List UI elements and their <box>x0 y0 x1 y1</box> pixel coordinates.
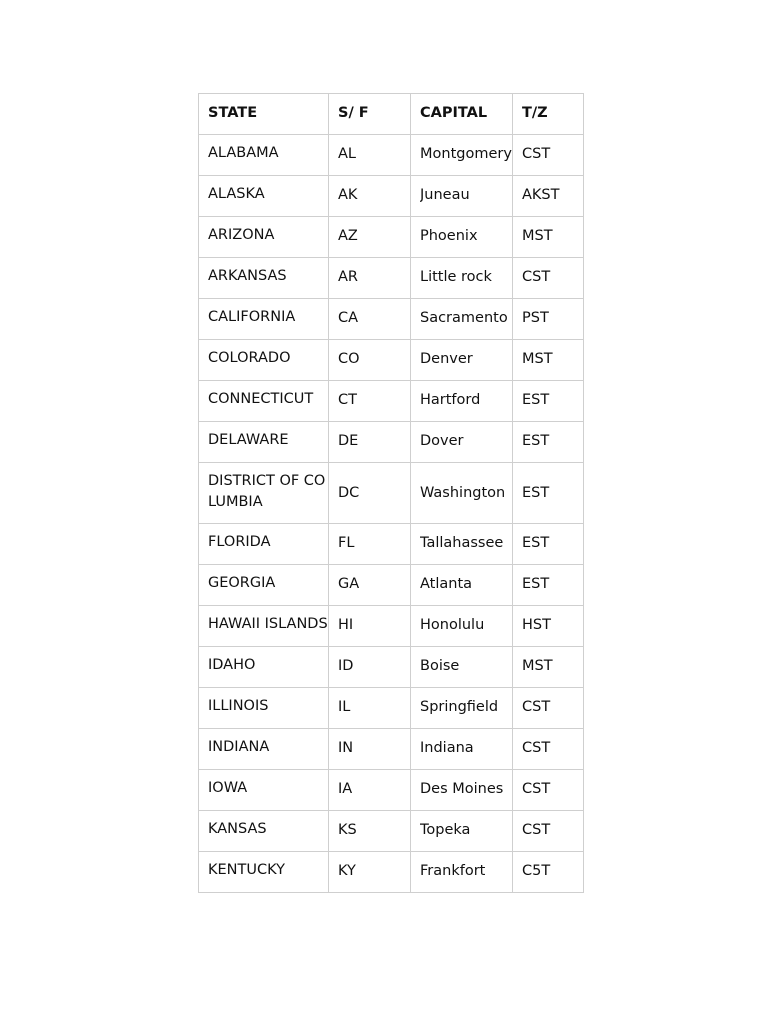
cell-capital-text: Boise <box>420 658 460 674</box>
cell-abbreviation <box>329 176 411 217</box>
cell-abbreviation <box>329 647 411 688</box>
cell-capital-text: Des Moines <box>420 781 504 797</box>
cell-state-text: IDAHO <box>208 657 256 673</box>
cell-abbreviation-text: CA <box>338 310 359 326</box>
cell-state-text: COLORADO <box>208 350 291 366</box>
table-row <box>199 565 584 606</box>
cell-abbreviation <box>329 299 411 340</box>
cell-state <box>199 176 329 217</box>
table-body <box>199 135 584 893</box>
cell-time-zone-text: MST <box>522 658 553 674</box>
cell-state-text: DELAWARE <box>208 432 289 448</box>
cell-time-zone-text: AKST <box>522 187 560 203</box>
cell-state-text: CALIFORNIA <box>208 309 296 325</box>
cell-capital <box>411 381 513 422</box>
cell-abbreviation-text: CO <box>338 351 360 367</box>
cell-state-text: KENTUCKY <box>208 862 285 878</box>
table-row <box>199 688 584 729</box>
table-row <box>199 647 584 688</box>
cell-capital <box>411 463 513 524</box>
cell-abbreviation-text: AR <box>338 269 358 285</box>
cell-state-text: FLORIDA <box>208 534 271 550</box>
cell-abbreviation <box>329 422 411 463</box>
header-capital: CAPITAL <box>411 94 513 135</box>
cell-state <box>199 135 329 176</box>
cell-state-text: DISTRICT OF COLUMBIA <box>208 473 326 510</box>
cell-abbreviation <box>329 606 411 647</box>
cell-state-text: GEORGIA <box>208 575 276 591</box>
cell-state <box>199 422 329 463</box>
cell-state <box>199 524 329 565</box>
cell-time-zone-text: EST <box>522 392 550 408</box>
cell-time-zone-text: CST <box>522 699 551 715</box>
cell-capital-text: Denver <box>420 351 473 367</box>
cell-state-text: ARIZONA <box>208 227 275 243</box>
cell-state-text: INDIANA <box>208 739 270 755</box>
cell-abbreviation-text: IN <box>338 740 354 756</box>
cell-abbreviation <box>329 135 411 176</box>
cell-capital <box>411 340 513 381</box>
cell-capital <box>411 217 513 258</box>
cell-abbreviation-text: AZ <box>338 228 358 244</box>
cell-state <box>199 852 329 893</box>
cell-state-text: HAWAII ISLANDS <box>208 616 328 632</box>
table-row <box>199 258 584 299</box>
cell-time-zone <box>513 258 584 299</box>
cell-capital-text: Hartford <box>420 392 481 408</box>
cell-capital <box>411 422 513 463</box>
cell-time-zone-text: CST <box>522 740 551 756</box>
table-row <box>199 135 584 176</box>
cell-time-zone-text: EST <box>522 535 550 551</box>
table-row <box>199 422 584 463</box>
cell-capital-text: Juneau <box>420 187 470 203</box>
cell-state <box>199 647 329 688</box>
cell-abbreviation <box>329 524 411 565</box>
cell-time-zone-text: CST <box>522 781 551 797</box>
cell-abbreviation <box>329 340 411 381</box>
cell-time-zone-text: CST <box>522 146 551 162</box>
table-row <box>199 524 584 565</box>
cell-capital-text: Topeka <box>420 822 471 838</box>
cell-abbreviation-text: AK <box>338 187 358 203</box>
header-state: STATE <box>199 94 329 135</box>
cell-capital-text: Frankfort <box>420 863 486 879</box>
cell-capital <box>411 606 513 647</box>
cell-state <box>199 381 329 422</box>
cell-abbreviation-text: DC <box>338 485 360 501</box>
cell-state-text: KANSAS <box>208 821 267 837</box>
table-header-row <box>199 94 584 135</box>
cell-state-text: ALABAMA <box>208 145 279 161</box>
cell-time-zone <box>513 688 584 729</box>
cell-abbreviation-text: IA <box>338 781 353 797</box>
cell-state <box>199 688 329 729</box>
cell-state <box>199 811 329 852</box>
cell-state <box>199 299 329 340</box>
cell-time-zone-text: EST <box>522 485 550 501</box>
cell-capital <box>411 811 513 852</box>
cell-abbreviation <box>329 688 411 729</box>
cell-time-zone-text: MST <box>522 228 553 244</box>
table-row <box>199 381 584 422</box>
cell-capital-text: Indiana <box>420 740 474 756</box>
header-abbreviation: S/ F <box>329 94 411 135</box>
cell-time-zone <box>513 852 584 893</box>
states-table <box>198 93 584 893</box>
cell-time-zone <box>513 565 584 606</box>
cell-abbreviation-text: IL <box>338 699 351 715</box>
cell-capital-text: Phoenix <box>420 228 478 244</box>
cell-capital <box>411 565 513 606</box>
cell-abbreviation-text: AL <box>338 146 356 162</box>
cell-abbreviation <box>329 463 411 524</box>
cell-abbreviation-text: GA <box>338 576 360 592</box>
cell-abbreviation <box>329 811 411 852</box>
cell-state <box>199 258 329 299</box>
cell-capital <box>411 729 513 770</box>
table-row <box>199 299 584 340</box>
cell-capital-text: Washington <box>420 485 506 501</box>
cell-time-zone-text: EST <box>522 433 550 449</box>
cell-time-zone <box>513 647 584 688</box>
cell-capital <box>411 176 513 217</box>
cell-capital-text: Tallahassee <box>420 535 504 551</box>
cell-time-zone <box>513 176 584 217</box>
cell-time-zone-text: HST <box>522 617 551 633</box>
cell-time-zone <box>513 217 584 258</box>
cell-capital <box>411 135 513 176</box>
cell-time-zone-text: EST <box>522 576 550 592</box>
cell-time-zone-text: CST <box>522 822 551 838</box>
cell-abbreviation-text: DE <box>338 433 359 449</box>
cell-time-zone <box>513 770 584 811</box>
cell-time-zone-text: CST <box>522 269 551 285</box>
cell-time-zone <box>513 299 584 340</box>
cell-time-zone <box>513 422 584 463</box>
cell-state <box>199 770 329 811</box>
cell-time-zone-text: C5T <box>522 863 551 879</box>
cell-abbreviation-text: CT <box>338 392 357 408</box>
table-row <box>199 811 584 852</box>
cell-state-text: ILLINOIS <box>208 698 269 714</box>
cell-abbreviation-text: FL <box>338 535 355 551</box>
cell-time-zone-text: MST <box>522 351 553 367</box>
cell-abbreviation-text: KS <box>338 822 357 838</box>
cell-time-zone <box>513 135 584 176</box>
cell-abbreviation <box>329 217 411 258</box>
cell-state-text: ARKANSAS <box>208 268 287 284</box>
cell-capital-text: Honolulu <box>420 617 485 633</box>
cell-abbreviation-text: HI <box>338 617 354 633</box>
cell-abbreviation <box>329 852 411 893</box>
cell-capital <box>411 647 513 688</box>
cell-time-zone <box>513 729 584 770</box>
table-row <box>199 217 584 258</box>
cell-abbreviation <box>329 565 411 606</box>
table-row <box>199 463 584 524</box>
cell-time-zone <box>513 606 584 647</box>
cell-state <box>199 565 329 606</box>
cell-abbreviation <box>329 258 411 299</box>
table-row <box>199 606 584 647</box>
cell-time-zone <box>513 524 584 565</box>
cell-capital-text: Sacramento <box>420 310 508 326</box>
cell-time-zone <box>513 381 584 422</box>
cell-state <box>199 463 329 524</box>
states-table-container <box>198 93 584 893</box>
cell-state <box>199 729 329 770</box>
table-row <box>199 852 584 893</box>
cell-capital-text: Little rock <box>420 269 492 285</box>
cell-time-zone <box>513 340 584 381</box>
table-row <box>199 340 584 381</box>
cell-state-text: IOWA <box>208 780 248 796</box>
cell-time-zone <box>513 463 584 524</box>
cell-capital-text: Dover <box>420 433 464 449</box>
cell-abbreviation <box>329 770 411 811</box>
cell-capital <box>411 770 513 811</box>
cell-abbreviation-text: ID <box>338 658 354 674</box>
cell-capital-text: Atlanta <box>420 576 473 592</box>
cell-abbreviation <box>329 729 411 770</box>
cell-capital <box>411 524 513 565</box>
cell-capital-text: Springfield <box>420 699 499 715</box>
cell-capital-text: Montgomery <box>420 146 512 162</box>
header-time-zone: T/Z <box>513 94 584 135</box>
cell-state <box>199 340 329 381</box>
cell-state <box>199 217 329 258</box>
cell-state-text: ALASKA <box>208 186 265 202</box>
table-row <box>199 176 584 217</box>
table-row <box>199 770 584 811</box>
cell-time-zone <box>513 811 584 852</box>
cell-capital <box>411 852 513 893</box>
cell-state <box>199 606 329 647</box>
cell-time-zone-text: PST <box>522 310 549 326</box>
cell-capital <box>411 258 513 299</box>
cell-capital <box>411 688 513 729</box>
cell-capital <box>411 299 513 340</box>
cell-abbreviation-text: KY <box>338 863 356 879</box>
table-row <box>199 729 584 770</box>
cell-abbreviation <box>329 381 411 422</box>
cell-state-text: CONNECTICUT <box>208 391 314 407</box>
